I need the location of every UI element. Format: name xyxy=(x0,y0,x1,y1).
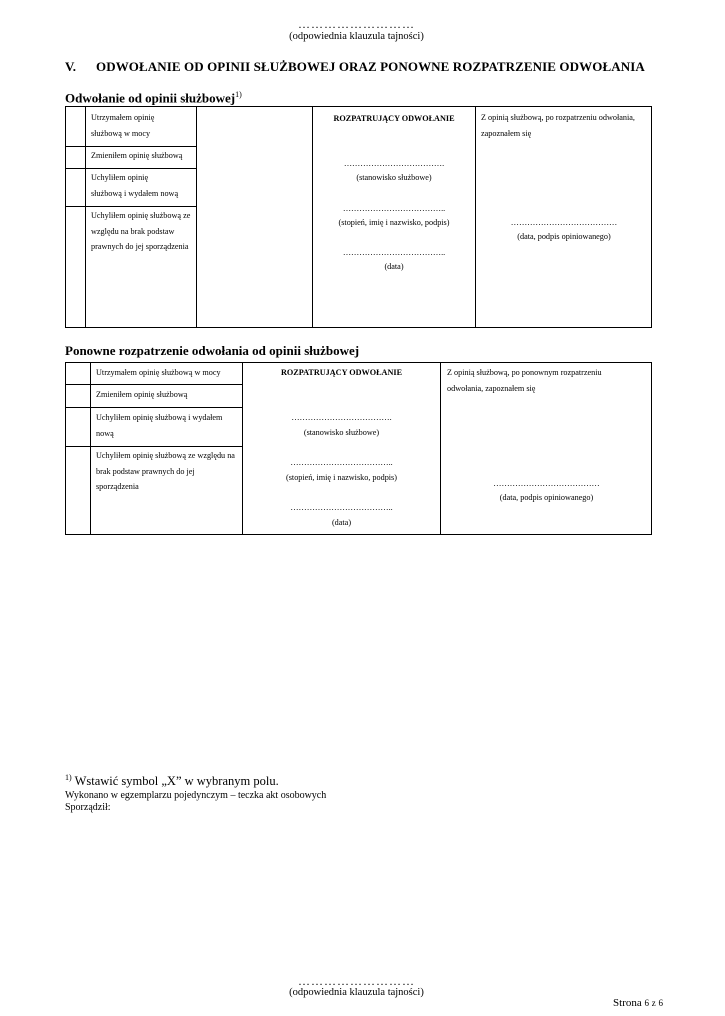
page-of: z xyxy=(651,998,656,1008)
footnote-marker: 1) xyxy=(65,773,72,782)
section-number: V. xyxy=(65,59,77,74)
appeal-position-caption: (stanowisko służbowe) xyxy=(356,173,432,182)
reconsideration-checkbox-3[interactable] xyxy=(68,410,88,444)
footnote xyxy=(65,773,279,789)
top-clause-caption: (odpowiednia klauzula tajności) xyxy=(289,31,424,42)
appeal-ack-text: Z opinią służbową, po rozpatrzeniu odwołania, zapoznałem się xyxy=(481,113,635,138)
bottom-clause-dots: ……………………… xyxy=(298,974,415,988)
page-number xyxy=(613,997,663,1009)
reconsideration-checkbox-4[interactable] xyxy=(68,449,88,532)
reconsideration-ack-caption: (data, podpis opiniowanego) xyxy=(499,493,594,502)
appeal-mark-field[interactable] xyxy=(199,110,309,320)
appeal-heading-footnote-marker: 1) xyxy=(235,90,242,99)
appeal-checkbox-3[interactable] xyxy=(68,171,83,203)
reconsideration-option-2: Zmieniłem opinię służbową xyxy=(96,390,188,399)
appeal-option-3: Uchyliłem opinię służbową i wydałem nową xyxy=(91,173,179,198)
reconsideration-position-dots: ………………………………. xyxy=(291,413,392,422)
appeal-signature-caption: (stopień, imię i nazwisko, podpis) xyxy=(338,218,450,227)
page-label: Strona xyxy=(613,997,642,1009)
prepared-by-label: Sporządził: xyxy=(65,802,111,813)
reconsideration-option-1: Utrzymałem opinię służbową w mocy xyxy=(96,368,221,377)
reconsideration-heading: Ponowne rozpatrzenie odwołania od opinii służbowej xyxy=(65,343,360,358)
appeal-position-dots: ………………………………. xyxy=(343,159,445,168)
appeal-date-caption: (data) xyxy=(384,262,404,271)
appeal-heading xyxy=(65,90,242,106)
reconsideration-signature-dots: ……………………………….. xyxy=(290,458,393,467)
reconsideration-checkbox-2[interactable] xyxy=(68,387,88,405)
reconsideration-ack-dots: ………………………………… xyxy=(493,479,600,488)
page-current: 6 xyxy=(644,998,649,1008)
appeal-heading-text: Odwołanie od opinii służbowej xyxy=(65,90,236,106)
appeal-ack-dots: ………………………………… xyxy=(510,218,618,227)
reconsideration-date-caption: (data) xyxy=(331,518,352,527)
appeal-signature-dots: ……………………………….. xyxy=(342,204,446,213)
copy-note: Wykonano w egzemplarzu pojedynczym – teczka akt osobowych xyxy=(65,790,327,801)
appeal-table xyxy=(65,106,652,328)
reconsideration-position-caption: (stanowisko służbowe) xyxy=(303,428,380,437)
appeal-option-2: Zmieniłem opinię służbową xyxy=(91,151,183,160)
reconsideration-reviewer-header: ROZPATRUJĄCY ODWOŁANIE xyxy=(280,368,403,377)
reconsideration-checkbox-1[interactable] xyxy=(68,365,88,382)
appeal-checkbox-1[interactable] xyxy=(68,110,83,143)
section-title: ODWOŁANIE OD OPINII SŁUŻBOWEJ ORAZ PONOWNE ROZPATRZENIE ODWOŁANIA xyxy=(96,59,645,74)
appeal-checkbox-2[interactable] xyxy=(68,149,83,165)
appeal-date-dots: ……………………………….. xyxy=(342,248,446,257)
appeal-checkbox-4[interactable] xyxy=(68,209,83,324)
reconsideration-date-dots: ……………………………….. xyxy=(290,503,393,512)
appeal-ack-caption: (data, podpis opiniowanego) xyxy=(517,232,611,241)
reconsideration-ack-text: Z opinią służbową, po ponownym rozpatrzeniu odwołania, zapoznałem się xyxy=(447,368,602,393)
reconsideration-option-3: Uchyliłem opinię służbową i wydałem nową xyxy=(96,413,223,438)
page-total: 6 xyxy=(658,998,663,1008)
top-clause-dots: ……………………… xyxy=(298,17,415,31)
reconsideration-table xyxy=(65,362,652,535)
footnote-text: Wstawić symbol „X” w wybranym polu. xyxy=(74,774,279,789)
appeal-reviewer-header: ROZPATRUJĄCY ODWOŁANIE xyxy=(333,114,455,123)
appeal-option-4: Uchyliłem opinię służbową ze względu na brak podstaw prawnych do jej sporządzenia xyxy=(91,211,191,251)
reconsideration-option-4: Uchyliłem opinię służbową ze względu na brak podstaw prawnych do jej sporządzenia xyxy=(96,451,235,491)
appeal-option-1: Utrzymałem opinię służbową w mocy xyxy=(91,113,155,138)
bottom-clause-caption: (odpowiednia klauzula tajności) xyxy=(289,987,424,998)
reconsideration-signature-caption: (stopień, imię i nazwisko, podpis) xyxy=(286,473,397,482)
